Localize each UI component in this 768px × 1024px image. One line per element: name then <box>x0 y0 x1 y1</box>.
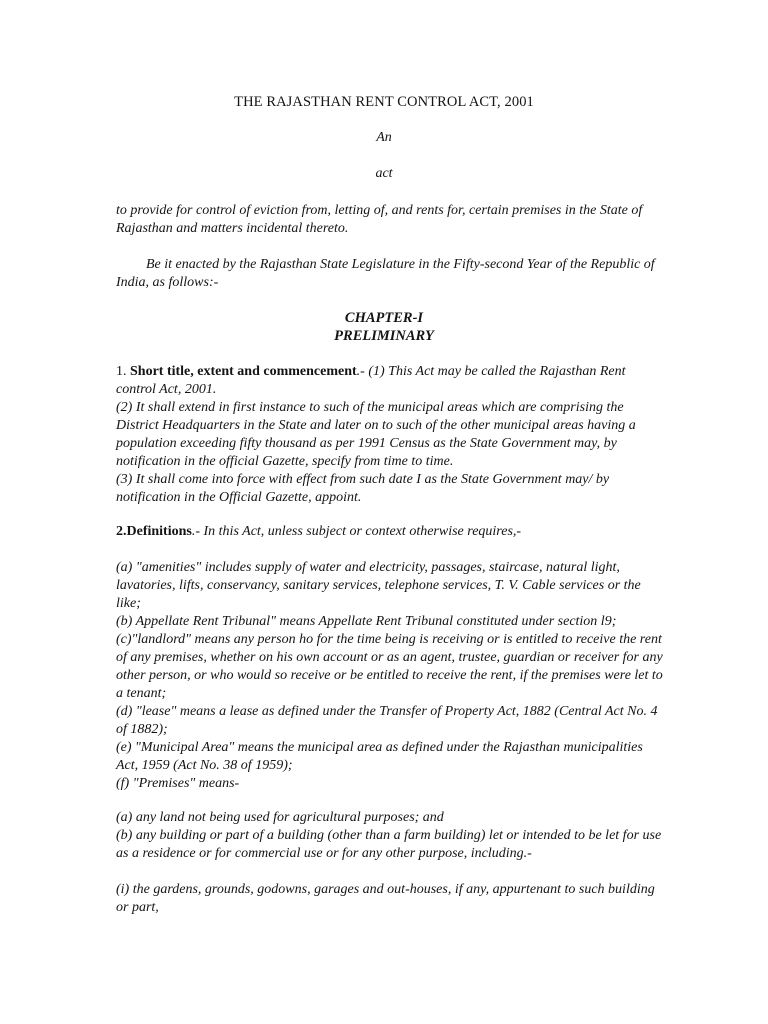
chapter-name: PRELIMINARY <box>334 328 434 344</box>
preamble-paragraph <box>116 202 664 238</box>
premises-list <box>116 809 664 863</box>
definition-item: (e) "Municipal Area" means the municipal area as defined under the Rajasthan municipalities Act, 1959 (Act No. 38 of 1959); <box>116 740 643 773</box>
section-1-clause-3: (3) It shall come into force with effect from such date I as the State Government may/ by notification in the Official Gazette, appoint. <box>116 472 610 505</box>
chapter-heading <box>0 309 768 345</box>
act-title: THE RAJASTHAN RENT CONTROL ACT, 2001 <box>234 94 534 110</box>
section-2-heading: 2.Definitions <box>116 524 192 539</box>
section-1-clause-1 <box>116 363 664 399</box>
chapter-number: CHAPTER-I <box>344 310 424 326</box>
section-1-heading: Short title, extent and commencement <box>130 364 357 379</box>
an-line: An <box>376 130 392 145</box>
section-1-number: 1. <box>116 364 127 379</box>
definition-item: (f) "Premises" means- <box>116 776 240 791</box>
definition-item: (a) "amenities" includes supply of water and electricity, passages, staircase, natural light, lavatories, lifts, conservancy, sanitary services, telephone services, T. V. Cable services or the like; <box>116 560 641 611</box>
section-2-heading-line <box>116 523 664 541</box>
enactment-paragraph <box>116 256 664 292</box>
premises-sub-list <box>116 881 664 917</box>
section-2-intro <box>116 523 664 541</box>
premises-item: (a) any land not being used for agricultural purposes; and <box>116 810 444 825</box>
definition-item: (b) Appellate Rent Tribunal" means Appellate Rent Tribunal constituted under section l9; <box>116 614 617 629</box>
definition-item: (d) "lease" means a lease as defined under the Transfer of Property Act, 1882 (Central Act No. 4 of 1882); <box>116 704 658 737</box>
preamble-text: to provide for control of eviction from, letting of, and rents for, certain premises in the State of Rajasthan and matters incidental thereto. <box>116 203 643 236</box>
section-1-clause-1-text: .- (1) This Act may be called the Rajasthan Rent control Act, 2001. <box>116 364 626 397</box>
definitions-list <box>116 559 664 793</box>
premises-item: (b) any building or part of a building (other than a farm building) let or intended to be let for use as a residence or for commercial use or for any other purpose, including.- <box>116 828 662 861</box>
act-line: act <box>375 166 393 181</box>
premises-sub-item: (i) the gardens, grounds, godowns, garages and out-houses, if any, appurtenant to such building or part, <box>116 882 655 915</box>
section-1 <box>116 363 664 507</box>
section-1-clause-2: (2) It shall extend in first instance to such of the municipal areas which are comprising the District Headquarters in the State and later on to such of the other municipal areas having a population exceeding fifty thousand as per 1991 Census as the State Government may, by notification in the official Gazette, specify from time to time. <box>116 400 636 469</box>
section-2-intro-text: .- In this Act, unless subject or context otherwise requires,- <box>191 524 522 539</box>
enactment-text: Be it enacted by the Rajasthan State Legislature in the Fifty-second Year of the Republic of India, as follows:- <box>116 257 655 290</box>
definition-item: (c)"landlord" means any person ho for the time being is receiving or is entitled to receive the rent of any premises, whether on his own account or as an agent, trustee, guardian or receiver for any other person, or who would so receive or be entitled to receive the rent, if the premises were let to a tenant; <box>116 632 663 701</box>
